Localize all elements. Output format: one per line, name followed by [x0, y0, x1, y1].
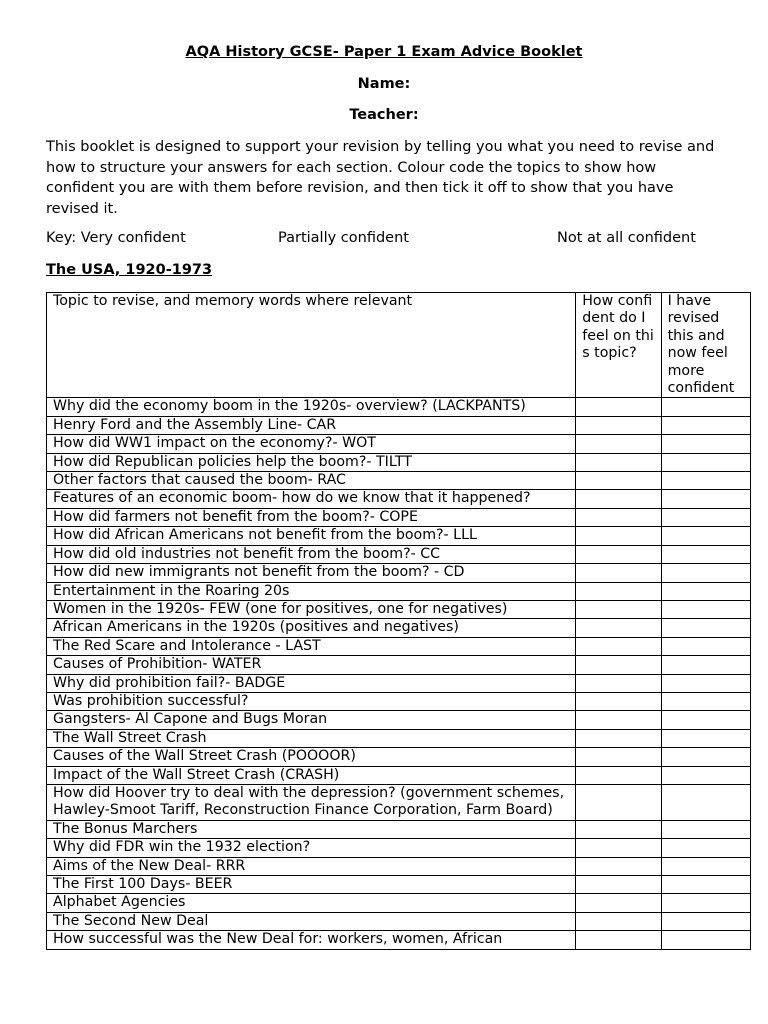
table-row — [47, 508, 751, 526]
table-row — [47, 711, 751, 729]
name-label: Name: — [357, 76, 411, 92]
revised-tick-cell[interactable] — [661, 619, 750, 637]
topic-cell: Henry Ford and the Assembly Line- CAR — [47, 416, 576, 434]
table-row — [47, 912, 751, 930]
table-row — [47, 619, 751, 637]
topic-cell: How did WW1 impact on the economy?- WOT — [47, 435, 576, 453]
revised-tick-cell[interactable] — [661, 784, 750, 820]
topic-cell: Causes of Prohibition- WATER — [47, 656, 576, 674]
revised-tick-cell[interactable] — [661, 912, 750, 930]
table-row — [47, 876, 751, 894]
topic-cell: How did Republican policies help the boom?- TILTT — [47, 453, 576, 471]
table-row — [47, 600, 751, 618]
revised-tick-cell[interactable] — [661, 876, 750, 894]
header-revised: I have revised this and now feel more confident — [661, 293, 750, 398]
topic-cell: Why did FDR win the 1932 election? — [47, 839, 576, 857]
table-row — [47, 453, 751, 471]
confidence-cell[interactable] — [576, 894, 661, 912]
revised-tick-cell[interactable] — [661, 472, 750, 490]
table-row — [47, 820, 751, 838]
table-row — [47, 839, 751, 857]
revised-tick-cell[interactable] — [661, 398, 750, 416]
revised-tick-cell[interactable] — [661, 527, 750, 545]
table-row — [47, 582, 751, 600]
key-not-confident: Not at all confident — [557, 230, 696, 246]
topic-cell: How did African Americans not benefit from the boom?- LLL — [47, 527, 576, 545]
table-row — [47, 472, 751, 490]
revised-tick-cell[interactable] — [661, 435, 750, 453]
revised-tick-cell[interactable] — [661, 564, 750, 582]
key-partially-confident: Partially confident — [278, 230, 409, 246]
topic-cell: Impact of the Wall Street Crash (CRASH) — [47, 766, 576, 784]
confidence-key — [46, 228, 726, 248]
revision-topics-table — [46, 292, 751, 950]
topic-cell: Why did prohibition fail?- BADGE — [47, 674, 576, 692]
confidence-cell[interactable] — [576, 637, 661, 655]
confidence-cell[interactable] — [576, 490, 661, 508]
confidence-cell[interactable] — [576, 656, 661, 674]
topic-cell: Alphabet Agencies — [47, 894, 576, 912]
confidence-cell[interactable] — [576, 472, 661, 490]
confidence-cell[interactable] — [576, 692, 661, 710]
confidence-cell[interactable] — [576, 729, 661, 747]
revised-tick-cell[interactable] — [661, 729, 750, 747]
table-row — [47, 674, 751, 692]
topic-cell: Entertainment in the Roaring 20s — [47, 582, 576, 600]
confidence-cell[interactable] — [576, 398, 661, 416]
topic-cell: The Red Scare and Intolerance - LAST — [47, 637, 576, 655]
confidence-cell[interactable] — [576, 839, 661, 857]
table-header-row — [47, 293, 751, 398]
confidence-cell[interactable] — [576, 748, 661, 766]
confidence-cell[interactable] — [576, 435, 661, 453]
revised-tick-cell[interactable] — [661, 600, 750, 618]
revised-tick-cell[interactable] — [661, 545, 750, 563]
table-row — [47, 894, 751, 912]
topic-cell: How did new immigrants not benefit from the boom? - CD — [47, 564, 576, 582]
topic-cell: The Wall Street Crash — [47, 729, 576, 747]
confidence-cell[interactable] — [576, 820, 661, 838]
table-row — [47, 784, 751, 820]
topic-cell: The Bonus Marchers — [47, 820, 576, 838]
confidence-cell[interactable] — [576, 857, 661, 875]
revised-tick-cell[interactable] — [661, 508, 750, 526]
topic-cell: Was prohibition successful? — [47, 692, 576, 710]
revised-tick-cell[interactable] — [661, 674, 750, 692]
topic-cell: Other factors that caused the boom- RAC — [47, 472, 576, 490]
confidence-cell[interactable] — [576, 600, 661, 618]
table-row — [47, 692, 751, 710]
confidence-cell[interactable] — [576, 619, 661, 637]
confidence-cell[interactable] — [576, 527, 661, 545]
confidence-cell[interactable] — [576, 674, 661, 692]
confidence-cell[interactable] — [576, 508, 661, 526]
key-very-confident: Key: Very confident — [46, 230, 186, 246]
topic-cell: Why did the economy boom in the 1920s- overview? (LACKPANTS) — [47, 398, 576, 416]
header-topic: Topic to revise, and memory words where relevant — [47, 293, 576, 398]
table-row — [47, 416, 751, 434]
table-row — [47, 398, 751, 416]
confidence-cell[interactable] — [576, 912, 661, 930]
revised-tick-cell[interactable] — [661, 416, 750, 434]
topic-cell: Causes of the Wall Street Crash (POOOOR) — [47, 748, 576, 766]
topic-cell: African Americans in the 1920s (positives and negatives) — [47, 619, 576, 637]
topic-cell: How did farmers not benefit from the boom?- COPE — [47, 508, 576, 526]
table-row — [47, 748, 751, 766]
revised-tick-cell[interactable] — [661, 894, 750, 912]
table-row — [47, 931, 751, 949]
revised-tick-cell[interactable] — [661, 839, 750, 857]
confidence-cell[interactable] — [576, 784, 661, 820]
revised-tick-cell[interactable] — [661, 857, 750, 875]
table-row — [47, 857, 751, 875]
topic-cell: Features of an economic boom- how do we know that it happened? — [47, 490, 576, 508]
revised-tick-cell[interactable] — [661, 490, 750, 508]
confidence-cell[interactable] — [576, 564, 661, 582]
table-row — [47, 656, 751, 674]
table-row — [47, 564, 751, 582]
revised-tick-cell[interactable] — [661, 453, 750, 471]
table-row — [47, 637, 751, 655]
topic-cell: How successful was the New Deal for: workers, women, African — [47, 931, 576, 949]
intro-paragraph: This booklet is designed to support your revision by telling you what you need to revise and how to structure your answers for each section. Colour code the topics to show how confident you are with them before revision, and then tick it off to show that you have revised it. — [46, 139, 715, 217]
header-confidence: How confident do I feel on this topic? — [576, 293, 661, 398]
topic-cell: Women in the 1920s- FEW (one for positives, one for negatives) — [47, 600, 576, 618]
section-title: The USA, 1920-1973 — [46, 262, 213, 278]
revised-tick-cell[interactable] — [661, 711, 750, 729]
confidence-cell[interactable] — [576, 582, 661, 600]
revised-tick-cell[interactable] — [661, 637, 750, 655]
confidence-cell[interactable] — [576, 931, 661, 949]
topic-cell: The Second New Deal — [47, 912, 576, 930]
table-row — [47, 766, 751, 784]
teacher-label: Teacher: — [349, 107, 419, 123]
confidence-cell[interactable] — [576, 876, 661, 894]
booklet-title: AQA History GCSE- Paper 1 Exam Advice Booklet — [185, 44, 583, 60]
topic-cell: Aims of the New Deal- RRR — [47, 857, 576, 875]
topic-cell: How did old industries not benefit from the boom?- CC — [47, 545, 576, 563]
topic-cell: How did Hoover try to deal with the depression? (government schemes, Hawley-Smoot Tariff, Reconstruction Finance Corporation, Farm Board) — [47, 784, 576, 820]
revised-tick-cell[interactable] — [661, 582, 750, 600]
table-row — [47, 527, 751, 545]
table-row — [47, 545, 751, 563]
revised-tick-cell[interactable] — [661, 656, 750, 674]
revised-tick-cell[interactable] — [661, 931, 750, 949]
table-row — [47, 729, 751, 747]
revised-tick-cell[interactable] — [661, 748, 750, 766]
confidence-cell[interactable] — [576, 711, 661, 729]
table-row — [47, 490, 751, 508]
topic-cell: Gangsters- Al Capone and Bugs Moran — [47, 711, 576, 729]
table-row — [47, 435, 751, 453]
revised-tick-cell[interactable] — [661, 820, 750, 838]
revised-tick-cell[interactable] — [661, 692, 750, 710]
topic-cell: The First 100 Days- BEER — [47, 876, 576, 894]
confidence-cell[interactable] — [576, 545, 661, 563]
confidence-cell[interactable] — [576, 416, 661, 434]
confidence-cell[interactable] — [576, 453, 661, 471]
confidence-cell[interactable] — [576, 766, 661, 784]
revised-tick-cell[interactable] — [661, 766, 750, 784]
